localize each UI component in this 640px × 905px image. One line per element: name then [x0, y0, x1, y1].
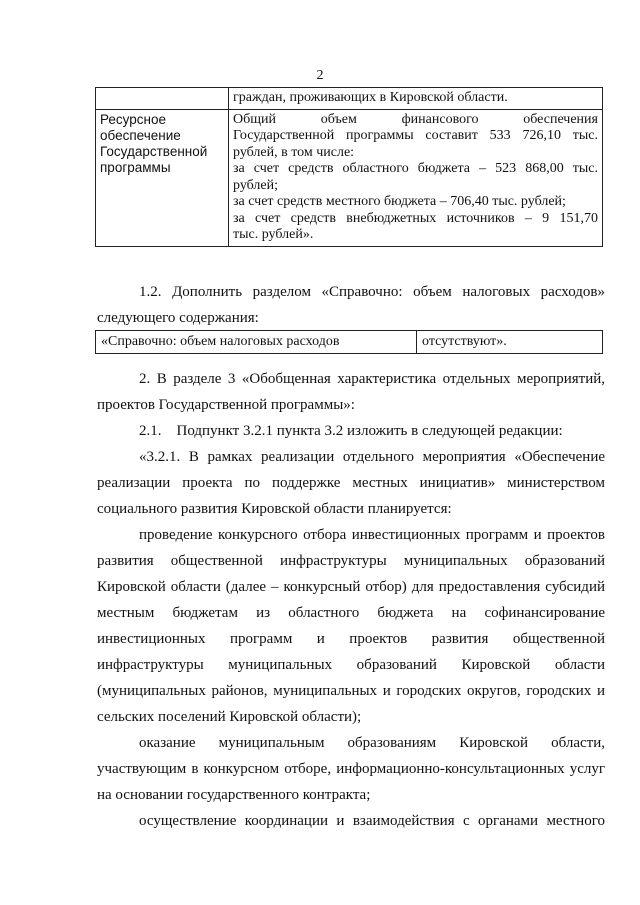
paragraph-3-2-1: «3.2.1. В рамках реализации отдельного мероприятия «Обеспечение реализации проекта по поддержке местных инициатив» министерством социального развития Кировской области планируется: [97, 449, 605, 517]
label-line: Государственной [100, 143, 208, 159]
financing-line: рублей; [233, 177, 278, 193]
financing-line: за счет средств внебюджетных источников – 9 151,70 [233, 210, 598, 226]
program-passport-table [95, 87, 603, 247]
table-cell-empty [96, 88, 229, 110]
main-text [97, 366, 605, 834]
financing-line: рублей, в том числе: [233, 144, 355, 160]
financing-line: за счет средств местного бюджета – 706,40 тыс. рублей; [233, 194, 566, 209]
paragraph-services: оказание муниципальным образованиям Кировской области, участвующим в конкурсном отборе, информационно-консультационных услуг на основании государственного контракта; [97, 735, 605, 803]
section-1-2 [97, 279, 605, 331]
tax-expenses-table [95, 330, 603, 354]
paragraph-1-2: 1.2. Дополнить разделом «Справочно: объем налоговых расходов» следующего содержания: [97, 284, 605, 326]
financing-description [229, 109, 603, 246]
table-cell-citizens: граждан, проживающих в Кировской области. [229, 88, 603, 110]
label-line: Ресурсное [100, 111, 166, 127]
table-row [96, 109, 603, 246]
paragraph-2-1: 2.1. Подпункт 3.2.1 пункта 3.2 изложить в следующей редакции: [139, 423, 563, 439]
resource-provision-label [96, 109, 229, 246]
financing-line: тыс. рублей». [233, 227, 314, 242]
label-line: обеспечение [100, 127, 181, 143]
paragraph-2: 2. В разделе 3 «Обобщенная характеристика отдельных мероприятий, проектов Государственной программы»: [97, 371, 605, 413]
tax-expenses-label: «Справочно: объем налоговых расходов [96, 331, 417, 354]
financing-line: за счет средств областного бюджета – 523 868,00 тыс. [233, 161, 598, 176]
financing-line: Государственной программы составит 533 726,10 тыс. [233, 128, 598, 143]
page-number: 2 [316, 68, 324, 83]
paragraph-contest: проведение конкурсного отбора инвестиционных программ и проектов развития общественной инфраструктуры муниципальных образований Кировской области (далее – конкурсный отбор) для предоставления субсидий местным бюджетам из областного бюджета на софинансирование инвестиционных программ и проектов развития общественной инфраструктуры муниципальных образований Кировской области (муниципальных районов, муниципальных и городских округов, городских и сельских поселений Кировской области); [97, 527, 605, 725]
tax-expenses-value: отсутствуют». [417, 331, 603, 354]
table-row [96, 331, 603, 354]
table-row [96, 88, 603, 110]
financing-line: Общий объем финансового обеспечения [233, 111, 598, 127]
paragraph-coordination: осуществление координации и взаимодействия с органами местного [139, 813, 605, 829]
label-line: программы [100, 159, 171, 175]
